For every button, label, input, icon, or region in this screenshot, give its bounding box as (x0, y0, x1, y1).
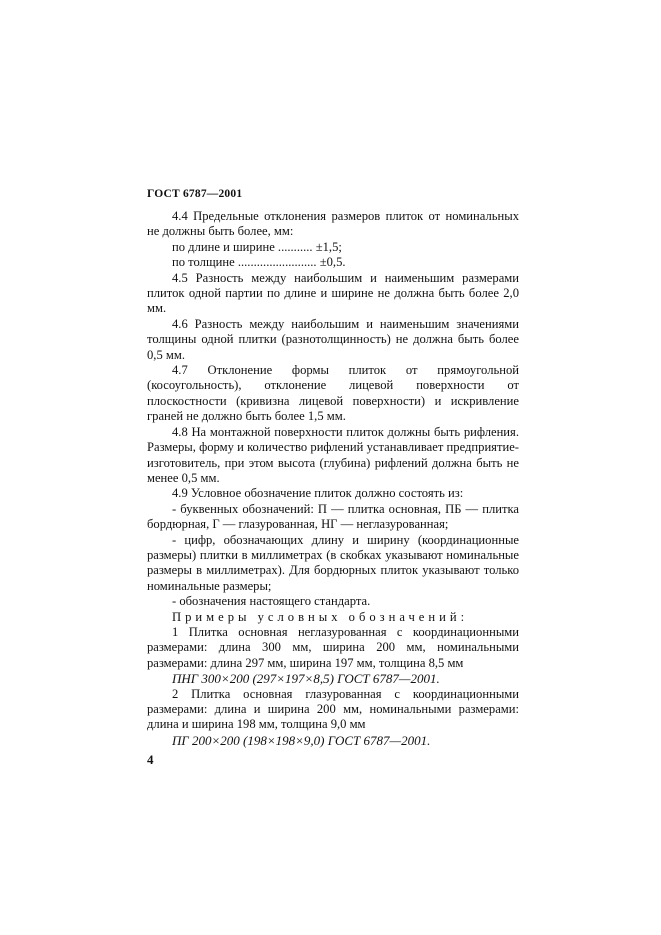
clause-4-6: 4.6 Разность между наибольшим и наименьшим значениями толщины одной плитки (разнотолщинность) не должна быть более 0,5 мм. (147, 316, 519, 362)
clause-4-9: 4.9 Условное обозначение плиток должно состоять из: (172, 486, 464, 501)
examples-heading: Примеры условных обозначений: (172, 609, 469, 624)
clause-4-4-length-tolerance: по длине и ширине ........... ±1,5; (172, 239, 342, 254)
document-header: ГОСТ 6787—2001 (147, 188, 243, 200)
designation-2: ПГ 200×200 (198×198×9,0) ГОСТ 6787—2001. (172, 732, 431, 748)
example-1: 1 Плитка основная неглазурованная с координационными размерами: длина 300 мм, ширина 200 мм, номинальными размерами: длина 297 мм, ширина 197 мм, толщина 8,5 мм (147, 624, 519, 670)
designation-1: ПНГ 300×200 (297×197×8,5) ГОСТ 6787—2001. (172, 671, 440, 687)
example-2: 2 Плитка основная глазурованная с координационными размерами: длина и ширина 200 мм, номинальными размерами: длина и ширина 198 мм, толщина 9,0 мм (147, 686, 519, 732)
clause-4-4-thickness-tolerance: по толщине ......................... ±0,5. (172, 255, 346, 270)
clause-4-8: 4.8 На монтажной поверхности плиток должны быть рифления. Размеры, форму и количество рифлений устанавливает предприятие-изготовитель, при этом высота (глубина) рифлений должна быть не менее 0,5 мм. (147, 424, 519, 485)
clause-4-5: 4.5 Разность между наибольшим и наименьшим размерами плиток одной партии по длине и ширине не должна быть более 2,0 мм. (147, 270, 519, 316)
document-body (147, 209, 519, 748)
clause-4-9-item-standard: - обозначения настоящего стандарта. (172, 594, 371, 609)
clause-4-7: 4.7 Отклонение формы плиток от прямоугольной (косоугольность), отклонение лицевой поверхности от плоскостности (кривизна лицевой поверхности) и искривление граней не должно быть более 1,5 мм. (147, 363, 519, 424)
page-number: 4 (147, 752, 154, 767)
clause-4-4: 4.4 Предельные отклонения размеров плиток от номинальных не должны быть более, мм: (147, 209, 519, 239)
clause-4-9-item-letters: - буквенных обозначений: П — плитка основная, ПБ — плитка бордюрная, Г — глазурованная, НГ — неглазурованная; (147, 501, 519, 532)
clause-4-9-item-digits: - цифр, обозначающих длину и ширину (координационные размеры) плитки в миллиметрах (в скобках указывают номинальные размеры в миллиметрах). Для бордюрных плиток указывают только номинальные размеры; (147, 532, 519, 593)
